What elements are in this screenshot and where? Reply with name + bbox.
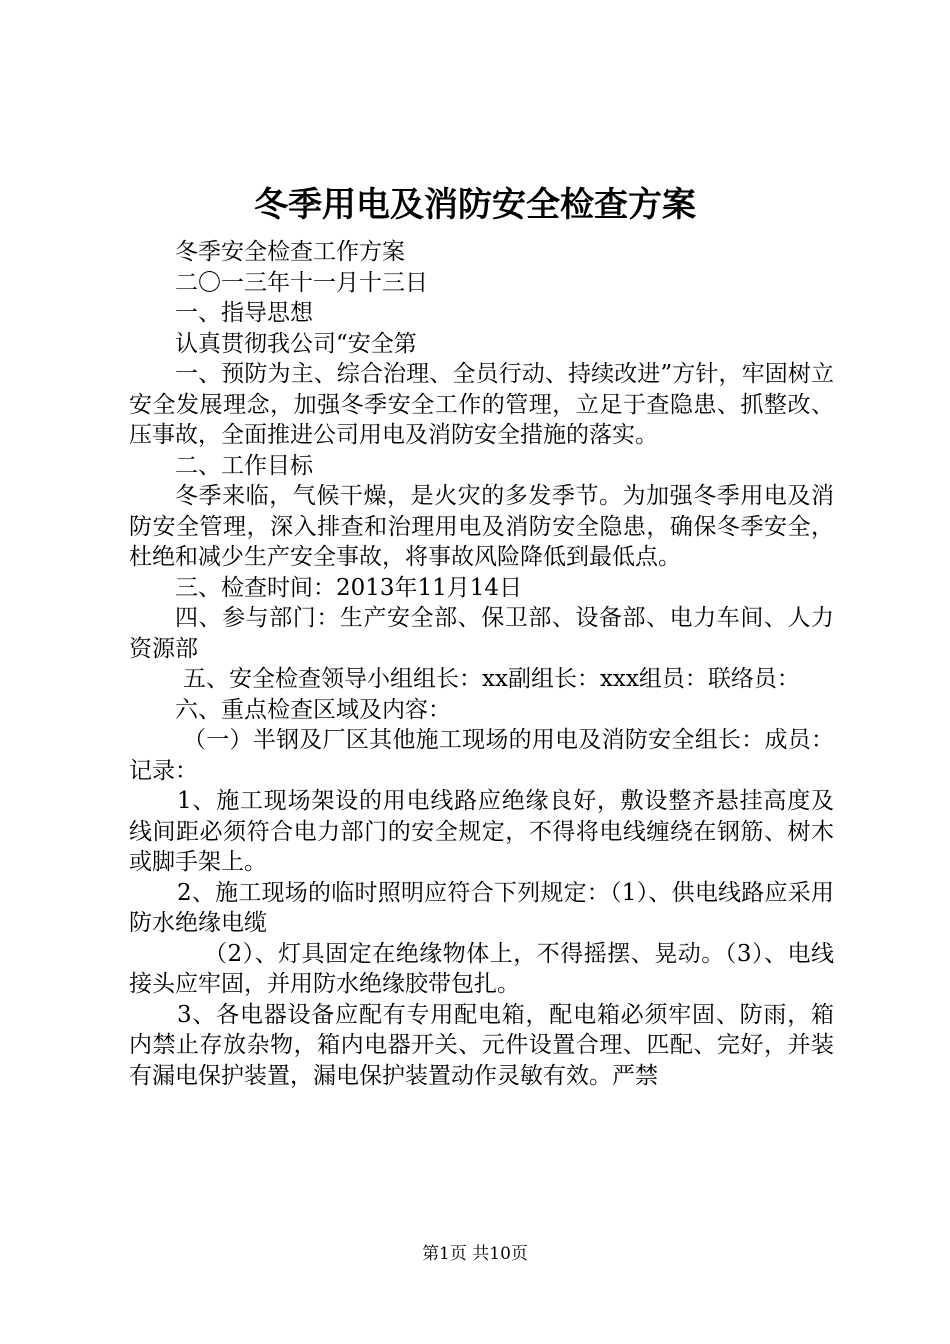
paragraph: 一、指导思想 [175,300,313,326]
paragraph: 二〇一三年十一月十三日 [175,269,428,296]
paragraph: 一、预防为主、综合治理、全员行动、持续改进”方针，牢固树立安全发展理念，加强冬季安全工作的管理，立足于查隐患、抓整改、压事故，全面推进公司用电及消防安全措施的落实。 [129,361,834,448]
paragraph: 四、参与部门：生产安全部、保卫部、设备部、电力车间、人力资源部 [129,605,834,662]
paragraph: 三、检查时间：2013年11月14日 [175,574,523,601]
paragraph: 冬季来临，气候干燥，是火灾的多发季节。为加强冬季用电及消防安全管理，深入排查和治理用电及消防安全隐患，确保冬季安全，杜绝和减少生产安全事故，将事故风险降低到最低点。 [129,483,834,570]
paragraph: 二、工作目标 [175,452,313,479]
paragraph: （一）半钢及厂区其他施工现场的用电及消防安全组长：成员：记录： [129,727,834,784]
document-body [129,237,834,1091]
document-title: 冬季用电及消防安全检查方案 [254,185,696,225]
page-footer: 第1页 共10页 [422,1244,528,1264]
paragraph: 2、施工现场的临时照明应符合下列规定：（1）、供电线路应采用防水绝缘电缆 [129,879,834,936]
paragraph: 1、施工现场架设的用电线路应绝缘良好，敷设整齐悬挂高度及线间距必须符合电力部门的安全规定，不得将电线缠绕在钢筋、树木或脚手架上。 [129,788,834,875]
paragraph: 认真贯彻我公司“安全第 [175,330,417,357]
paragraph: （2）、灯具固定在绝缘物体上，不得摇摆、晃动。（3）、电线接头应牢固，并用防水绝缘胶带包扎。 [129,940,834,997]
paragraph: 3、各电器设备应配有专用配电箱，配电箱必须牢固、防雨，箱内禁止存放杂物，箱内电器开关、元件设置合理、匹配、完好，并装有漏电保护装置，漏电保护装置动作灵敏有效。严禁 [129,1001,834,1089]
paragraph: 五、安全检查领导小组组长：xx副组长：xxx组员：联络员： [183,666,800,692]
paragraph: 冬季安全检查工作方案 [175,239,405,265]
paragraph: 六、重点检查区域及内容： [175,696,451,723]
